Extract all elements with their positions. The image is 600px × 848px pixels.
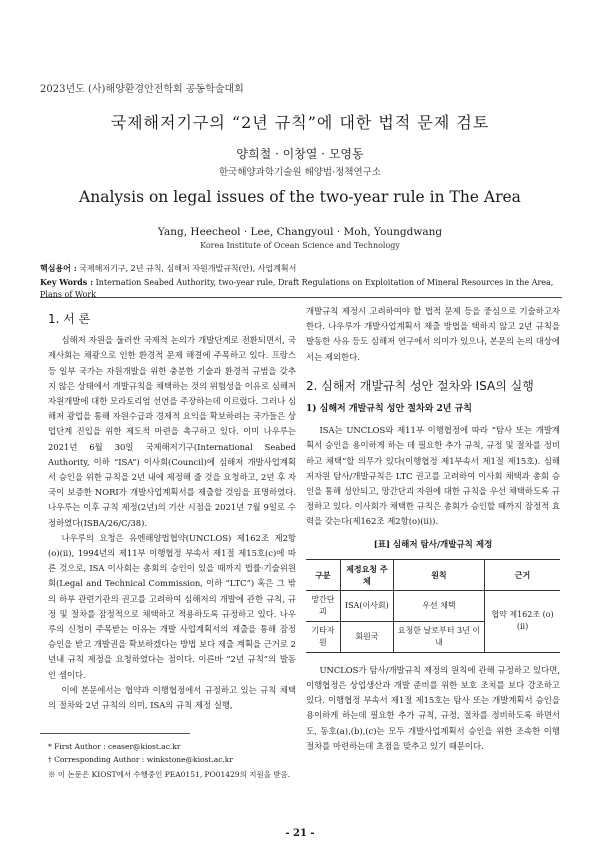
section-1-heading: 1. 서 론: [48, 312, 91, 326]
keywords-english-label: Key Words :: [40, 277, 94, 287]
left-column: [48, 312, 296, 713]
footnote-first-author: * First Author : ceaser@kiost.ac.kr: [48, 742, 181, 751]
keywords-korean-text: 국제해저기구, 2년 규칙, 심해저 자원개발규칙(안), 사업계획서: [79, 264, 297, 273]
table-header-cell: 원칙: [393, 559, 484, 590]
table-header-cell: 근거: [485, 559, 560, 590]
intro-paragraph-1: 심해저 자원을 둘러싼 국제적 논의가 개발단계로 전환되면서, 국제사회는 채광으로 인한 환경적 문제 해결에 주목하고 있다. 프랑스 등 일부 국가는 자원개발을 위한 충분한 기술과 환경적 규범을 갖추지 않은 상태에서 개발규칙을 채택하는 것의 위험성을 이유로 심해저 자원개발에 대한 모라토리엄 선언을 주장하는데 이르렀다. 그러나 심해저 광업을 통해 자원수급과 경제적 요익을 확보하려는 국가들은 상업단계 진입을 위한 제도적 마련을 촉구하고 있다. 이미 나우루는 2021년 6월 30일 국제해저기구(International Seabed Authority, 이하 “ISA”) 이사회(Council)에 심해저 개발사업계획서 승인을 위한 규칙을 2년 내에 제정해 줄 것을 요청하고, 2년 후 자국이 보증한 NORI가 개발사업계획서를 제출할 것임을 표명하였다. 나우루는 이후 규칙 제정(2년)의 기산 시점을 2021년 7월 9일로 수정하였다(ISBA/26/C/38).: [48, 335, 296, 528]
table-header-cell: 제정요청 주체: [340, 559, 393, 590]
section-2-paragraph-2: UNCLOS가 탐사/개발규칙 제정의 원칙에 관해 규정하고 있다면, 이행협정은 상업생산과 개발 준비를 위한 보호 조치를 보다 강조하고 있다. 이행협정 부속서 제1절 제15호는 탐사 또는 개발계획서 승인을 용이하게 하는데 필요한 추가 규칙, 규정, 절차를 정비하도록 하면서도, 동호(a),(b),(c)는 모두 개발사업계획서 승인을 위한 조속한 이행절차를 마련하는데 초점을 맞추고 있기 때문이다.: [306, 664, 560, 751]
keywords-english-text: Internation Seabed Authority, two-year rule, Draft Regulations on Exploitation of Mineral Resources in the Area, Plans of Work: [40, 278, 554, 299]
table-cell: 요청한 날로부터 3년 이내: [393, 621, 484, 652]
footnote-corresponding-author: † Corresponding Author : winkstone@kiost.ac.kr: [48, 755, 233, 764]
intro-paragraph-2: 나우루의 요청은 유엔해양법협약(UNCLOS) 제162조 제2항(o)(ii), 1994년의 제11부 이행협정 부속서 제1절 제15호(c)에 따른 것으로, ISA 이사회는 총회의 승인이 있을 때까지 법률·기술위원회(Legal and Technical Commission, 이하 “LTC”) 혹은 그 밖의 하부 관련기관의 권고를 고려하여 심해저의 개발에 관한 규칙, 규정 및 절차를 잠정적으로 채택하고 적용하도록 규정하고 있다. 나우루의 신청이 주목받는 이유는 개발 사업계획서의 제출을 통해 잠정 승인을 받고 개발권을 확보하겠다는 방법 보다 제출 계획을 근거로 2년내 규칙 제정을 요청하였다는 점이다. 이른바 “2년 규칙”의 발동인 셈이다.: [48, 532, 296, 680]
authors-korean: 양희철 · 이창열 · 모영동: [236, 147, 364, 161]
page-number: - 21 -: [285, 828, 315, 839]
intro-continuation: 개발규칙 제정시 고려하여야 할 법적 문제 등을 중심으로 기술하고자 한다. 나우루가 개발사업계획서 제출 방법을 택하지 않고 2년 규칙을 발동한 사유 등도 심해저 연구에서 의미가 있으나, 본문의 논의 대상에서는 제외한다.: [306, 306, 560, 362]
paper-title-english: Analysis on legal issues of the two-year rule in The Area: [79, 188, 521, 206]
table-cell: 망간단괴: [306, 590, 340, 621]
table-cell: ISA(이사회): [340, 590, 393, 621]
keywords-korean-label: 핵심용어 :: [40, 263, 77, 273]
table-caption: [표] 심해저 탐사/개발규칙 제정: [373, 539, 493, 550]
authors-english: Yang, Heecheol · Lee, Changyoul · Moh, Youngdwang: [157, 226, 443, 238]
paper-title-korean: 국제해저기구의 “2년 규칙”에 대한 법적 문제 검토: [110, 113, 490, 132]
rules-table: [306, 559, 560, 653]
affiliation-korean: 한국해양과학기술원 해양법·정책연구소: [218, 167, 382, 178]
table-cell: 우선 채택: [393, 590, 484, 621]
footnote-funding: ※ 이 논문은 KIOST에서 수행중인 PEA0151, PO01429의 지원을 받음.: [48, 770, 291, 779]
header-rule: [40, 297, 562, 298]
footnote-rule: [40, 733, 190, 734]
table-row: [306, 590, 560, 621]
affiliation-english: Korea Institute of Ocean Science and Technology: [200, 241, 400, 250]
section-2-heading: 2. 심해저 개발규칙 성안 절차와 ISA의 실행: [306, 378, 534, 393]
table-header-row: [306, 559, 560, 590]
section-2-paragraph-1: ISA는 UNCLOS와 제11부 이행협정에 따라 “탐사 또는 개발계획서 승인을 용이하게 하는 데 필요한 추가 규칙, 규정 및 절차를 정비하고 채택”할 의무가 있다(이행협정 제1부속서 제1절 제15호). 심해저자원 탐사/개발규칙은 LTC 권고를 고려하여 이사회 채택과 총회 승인을 통해 성안되고, 망간단괴 자원에 대한 규칙을 우선 채택하도록 규정하고 있다. 이사회가 채택한 규칙은 총회가 승인할 때까지 잠정적 효력을 갖는다(제162조 제2항(o)(ii)).: [306, 425, 560, 527]
table-header-cell: 구분: [306, 559, 340, 590]
subsection-heading: 1) 심해저 개발규칙 성안 절차와 2년 규칙: [306, 404, 472, 415]
conference-header: 2023년도 (사)해양환경안전학회 공동학술대회: [40, 84, 244, 95]
right-column: [306, 304, 560, 754]
table-cell: 기타자원: [306, 621, 340, 652]
intro-paragraph-3: 이에 본문에서는 협약과 이행협정에서 규정하고 있는 규칙 채택의 절차와 2년 규칙의 의미, ISA의 규칙 제정 실행,: [48, 684, 296, 711]
table-cell: 회원국: [340, 621, 393, 652]
keywords-korean: [40, 262, 570, 275]
table-basis-cell: 협약 제162조 (o)(ii): [485, 590, 560, 652]
